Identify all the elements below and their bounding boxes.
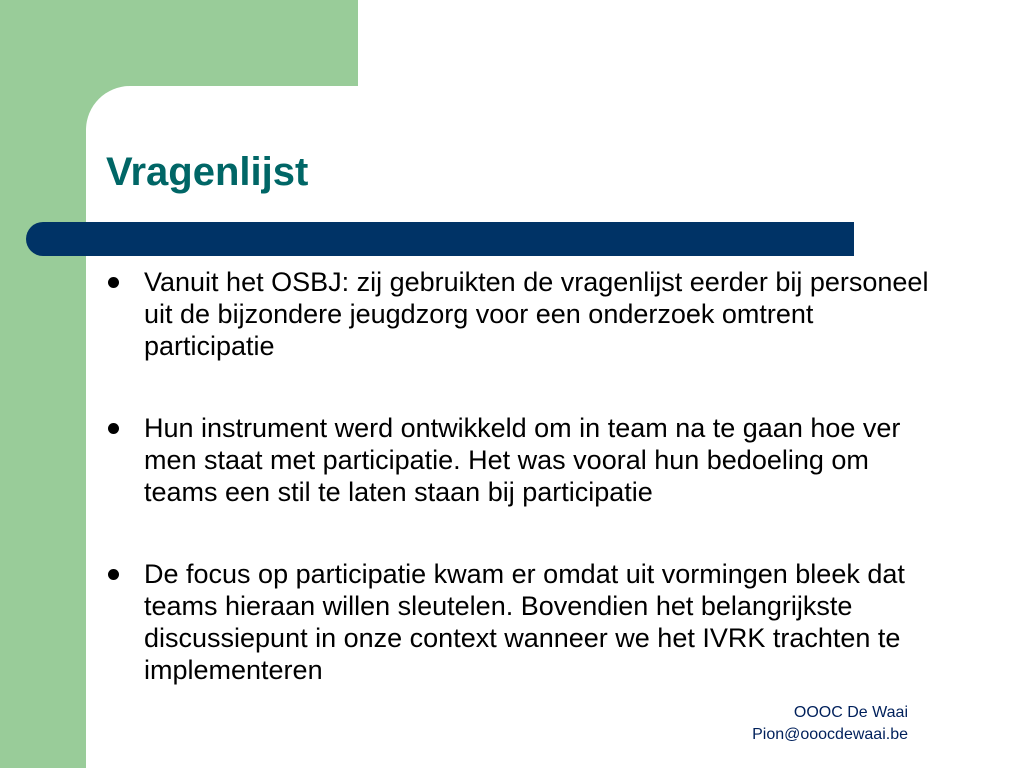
bullet-dot-icon: [108, 423, 119, 434]
bullet-text: Vanuit het OSBJ: zij gebruikten de vragenlijst eerder bij personeel uit de bijzondere jeugdzorg voor een onderzoek omtrent participatie: [144, 267, 929, 361]
bullet-list: [100, 266, 940, 736]
footer-organization: OOOC De Waai: [793, 704, 908, 721]
bullet-dot-icon: [108, 569, 119, 580]
bullet-dot-icon: [108, 277, 119, 288]
slide-footer: [700, 702, 908, 746]
bullet-item: [100, 266, 940, 362]
slide-title: Vragenlijst: [106, 150, 309, 194]
bullet-text: De focus op participatie kwam er omdat uit vormingen bleek dat teams hieraan willen sleutelen. Bovendien het belangrijkste discussiepunt in onze context wanneer we het IVRK trachten te implementeren: [144, 559, 905, 685]
bullet-item: [100, 558, 940, 686]
bullet-item: [100, 412, 940, 508]
title-divider-bar: [26, 222, 854, 256]
bullet-text: Hun instrument werd ontwikkeld om in team na te gaan hoe ver men staat met participatie. Het was vooral hun bedoeling om teams een stil te laten staan bij participatie: [144, 413, 901, 507]
footer-email: Pion@ooocdewaai.be: [752, 726, 908, 743]
